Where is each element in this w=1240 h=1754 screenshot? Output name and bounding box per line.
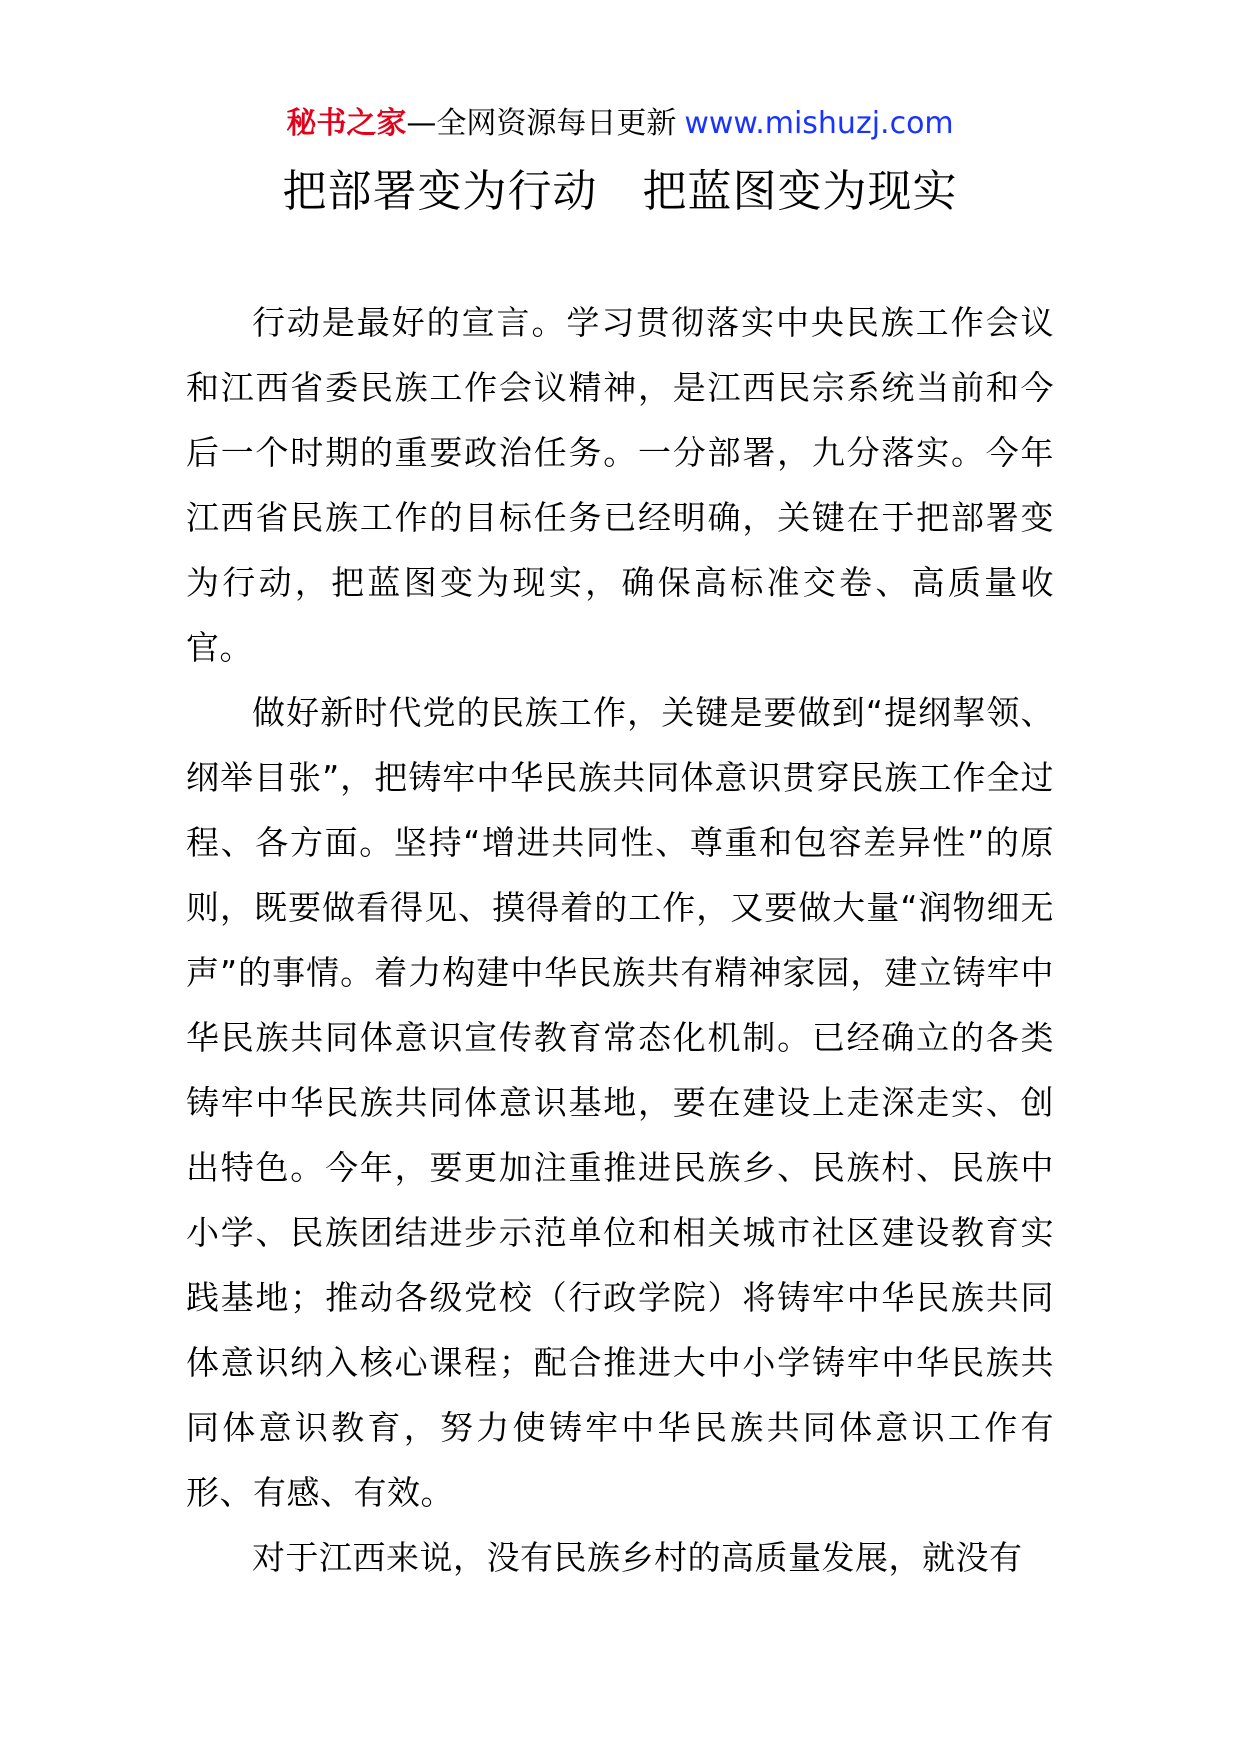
paragraph-2: 做好新时代党的民族工作，关键是要做到“提纲挈领、纲举目张”，把铸牢中华民族共同体意识贯穿民族工作全过程、各方面。坚持“增进共同性、尊重和包容差异性”的原则，既要做看得见、摸得着的工作，又要做大量“润物细无声”的事情。着力构建中华民族共有精神家园，建立铸牢中华民族共同体意识宣传教育常态化机制。已经确立的各类铸牢中华民族共同体意识基地，要在建设上走深走实、创出特色。今年，要更加注重推进民族乡、民族村、民族中小学、民族团结进步示范单位和相关城市社区建设教育实践基地；推动各级党校（行政学院）将铸牢中华民族共同体意识纳入核心课程；配合推进大中小学铸牢中华民族共同体意识教育，努力使铸牢中华民族共同体意识工作有形、有感、有效。 [186, 693, 1054, 1512]
document-body [186, 290, 1054, 1590]
site-url-link[interactable]: www.mishuzj.com [684, 106, 954, 141]
brand-name: 秘书之家 [286, 106, 407, 141]
site-header [0, 100, 1240, 148]
header-tagline: —全网资源每日更新 [406, 106, 677, 141]
paragraph-3: 对于江西来说，没有民族乡村的高质量发展，就没有 [252, 1538, 1023, 1577]
paragraph-1: 行动是最好的宣言。学习贯彻落实中央民族工作会议和江西省委民族工作会议精神，是江西民宗系统当前和今后一个时期的重要政治任务。一分部署，九分落实。今年江西省民族工作的目标任务已经明确，关键在于把部署变为行动，把蓝图变为现实，确保高标准交卷、高质量收官。 [186, 303, 1054, 667]
document-title: 把部署变为行动 把蓝图变为现实 [282, 166, 958, 217]
